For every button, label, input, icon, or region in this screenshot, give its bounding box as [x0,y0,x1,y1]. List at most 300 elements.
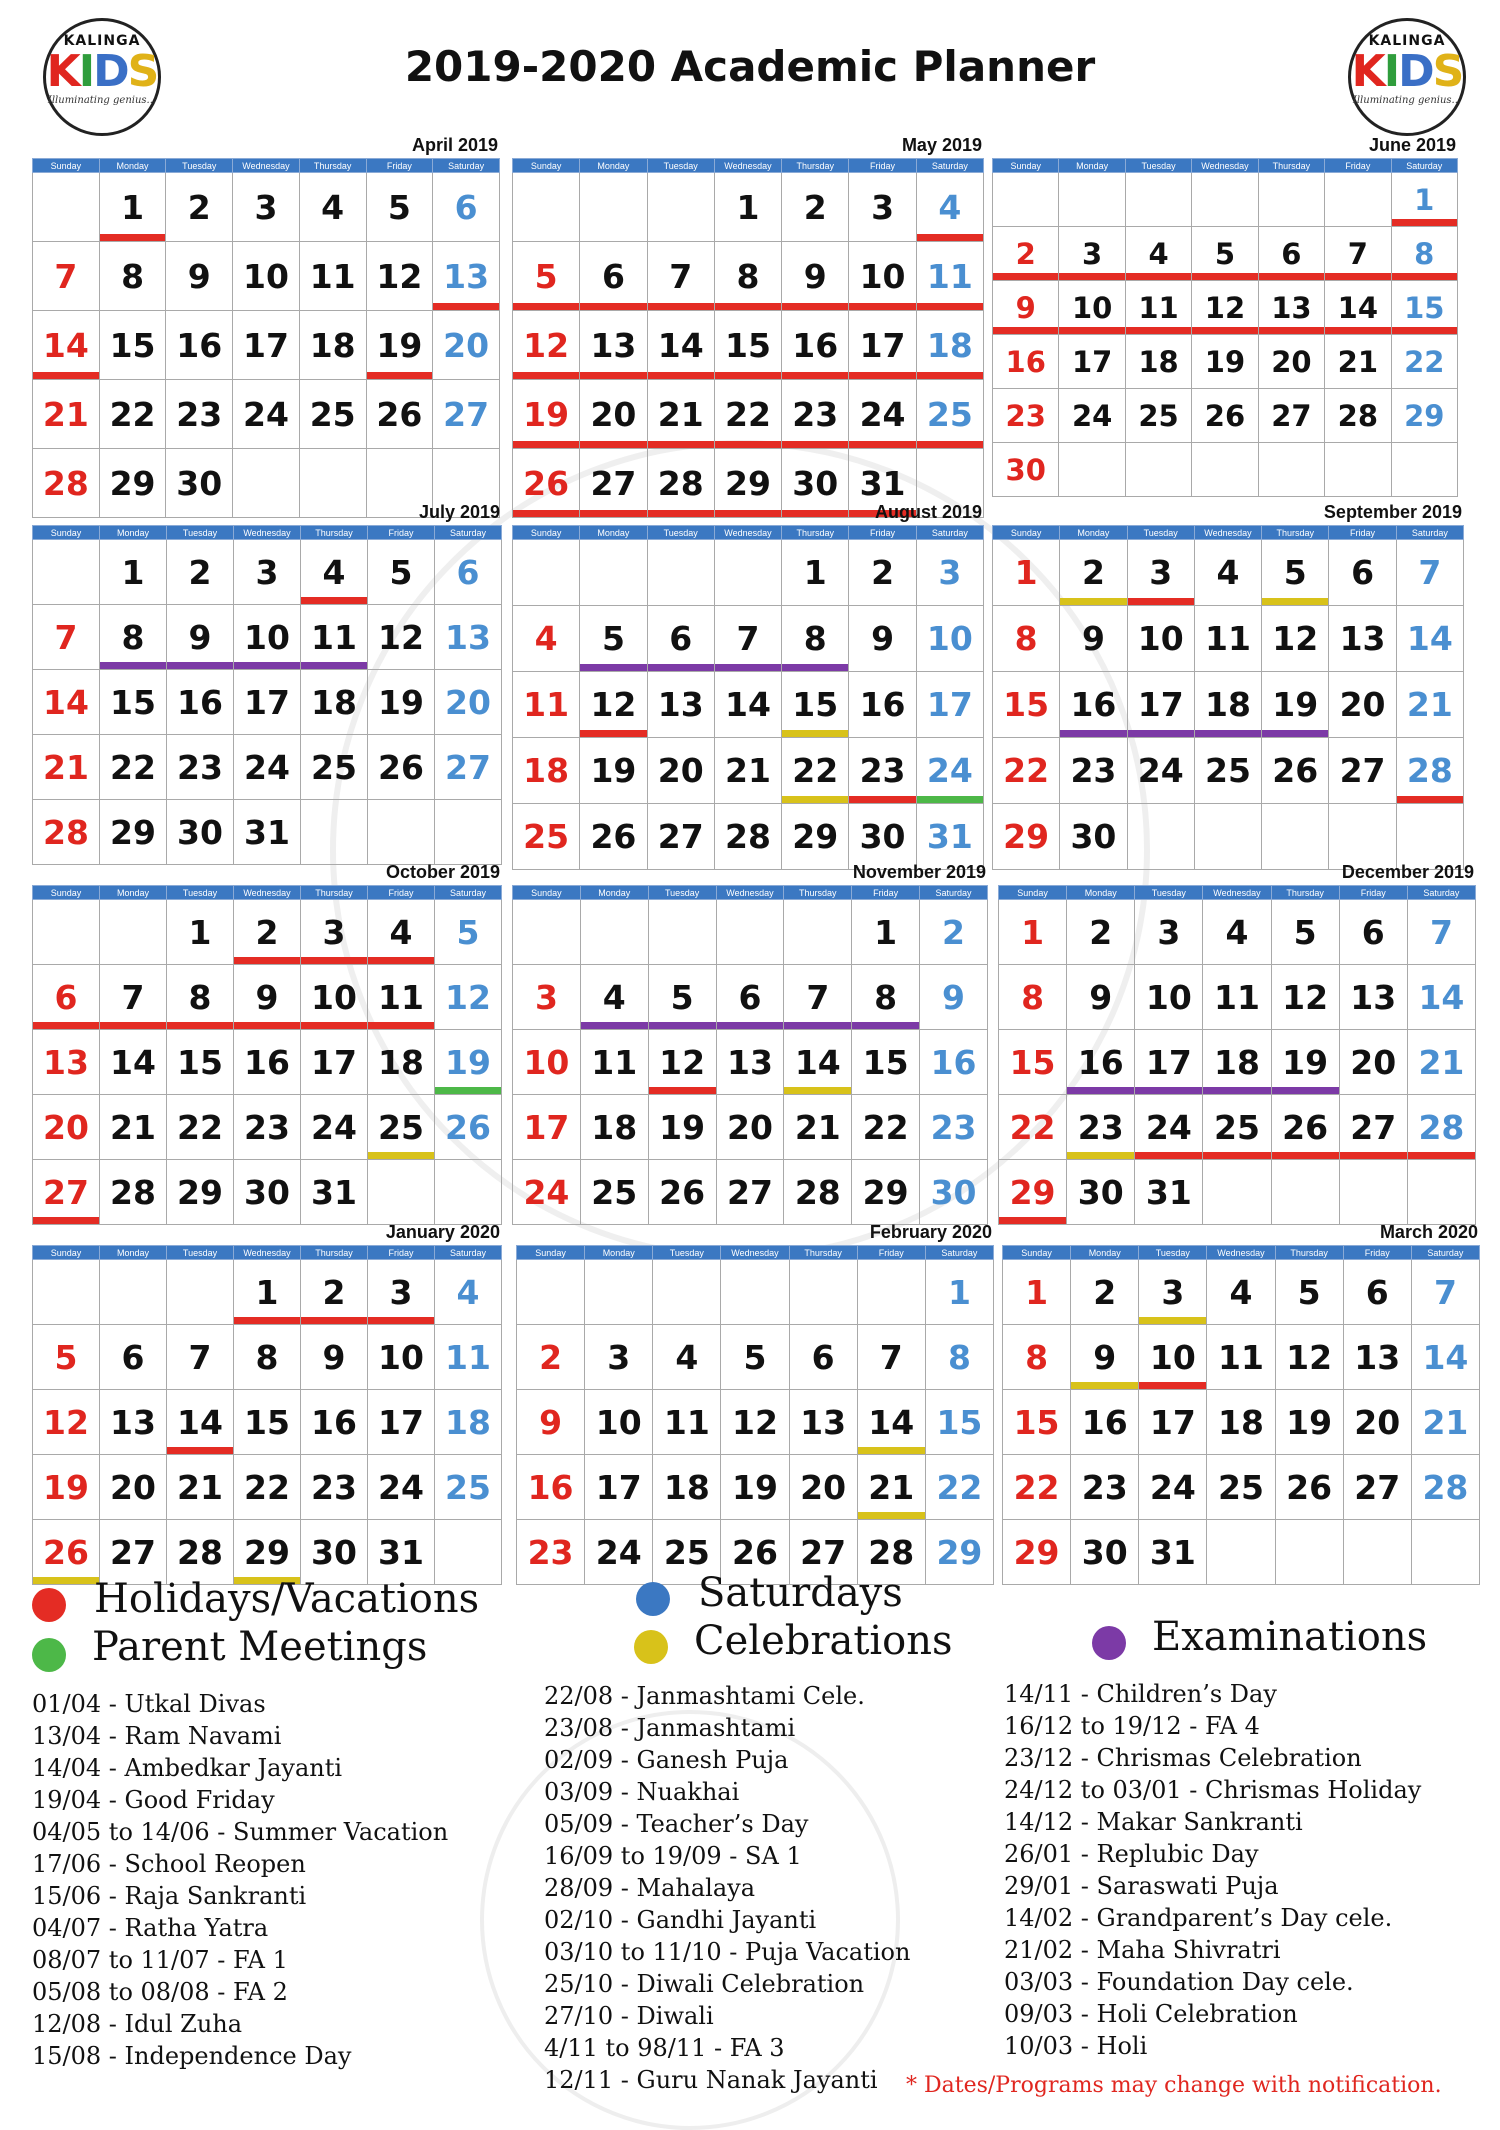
calendar-day[interactable]: 1 [852,900,920,965]
calendar-day[interactable]: 2 [993,227,1059,281]
calendar-day[interactable]: 9 [920,965,988,1030]
calendar-day[interactable]: 29 [925,1520,993,1585]
calendar-day[interactable]: 20 [647,738,714,804]
calendar-day[interactable]: 21 [714,738,781,804]
calendar-day[interactable]: 6 [716,965,784,1030]
calendar-day[interactable]: 7 [1325,227,1391,281]
calendar-day[interactable]: 12 [580,672,647,738]
calendar-day[interactable]: 30 [1067,1160,1135,1225]
calendar-day[interactable]: 22 [167,1095,234,1160]
calendar-day[interactable]: 20 [1329,672,1396,738]
calendar-day[interactable]: 19 [368,670,435,735]
calendar-day[interactable]: 13 [1343,1325,1411,1390]
calendar-day[interactable]: 12 [1275,1325,1343,1390]
calendar-day[interactable]: 25 [1207,1455,1275,1520]
calendar-day[interactable]: 24 [368,1455,435,1520]
calendar-day[interactable]: 3 [1127,540,1194,606]
calendar-day[interactable]: 24 [301,1095,368,1160]
calendar-day[interactable]: 9 [1071,1325,1139,1390]
calendar-day[interactable]: 28 [1411,1455,1479,1520]
calendar-day[interactable]: 20 [580,380,647,449]
calendar-day[interactable]: 3 [1135,900,1203,965]
calendar-day[interactable]: 20 [1343,1390,1411,1455]
calendar-day[interactable]: 18 [1203,1030,1271,1095]
calendar-day[interactable]: 3 [368,1260,435,1325]
calendar-day[interactable]: 22 [1391,335,1457,389]
calendar-day[interactable]: 5 [366,173,433,242]
calendar-day[interactable]: 14 [167,1390,234,1455]
calendar-day[interactable]: 5 [1275,1260,1343,1325]
calendar-day[interactable]: 15 [167,1030,234,1095]
calendar-day[interactable]: 15 [925,1390,993,1455]
calendar-day[interactable]: 30 [234,1160,301,1225]
calendar-day[interactable]: 19 [435,1030,502,1095]
calendar-day[interactable]: 18 [301,670,368,735]
calendar-day[interactable]: 4 [653,1325,721,1390]
calendar-day[interactable]: 27 [716,1160,784,1225]
calendar-day[interactable]: 9 [993,281,1059,335]
calendar-day[interactable]: 28 [1396,738,1463,804]
calendar-day[interactable]: 30 [167,800,234,865]
calendar-day[interactable]: 17 [234,670,301,735]
calendar-day[interactable]: 19 [366,311,433,380]
calendar-day[interactable]: 5 [33,1325,100,1390]
calendar-day[interactable]: 23 [920,1095,988,1160]
calendar-day[interactable]: 9 [234,965,301,1030]
calendar-day[interactable]: 31 [849,449,916,518]
calendar-day[interactable]: 16 [1071,1390,1139,1455]
calendar-day[interactable]: 5 [1271,900,1339,965]
calendar-day[interactable]: 27 [1329,738,1396,804]
calendar-day[interactable]: 12 [648,1030,716,1095]
calendar-day[interactable]: 21 [1407,1030,1475,1095]
calendar-day[interactable]: 4 [513,606,580,672]
calendar-day[interactable]: 11 [299,242,366,311]
calendar-day[interactable]: 23 [301,1455,368,1520]
calendar-day[interactable]: 21 [647,380,714,449]
calendar-day[interactable]: 27 [1258,389,1324,443]
calendar-day[interactable]: 24 [1127,738,1194,804]
calendar-day[interactable]: 19 [648,1095,716,1160]
calendar-day[interactable]: 3 [849,173,916,242]
calendar-day[interactable]: 29 [782,804,849,870]
calendar-day[interactable]: 23 [517,1520,585,1585]
calendar-day[interactable]: 30 [1060,804,1127,870]
calendar-day[interactable]: 13 [433,242,500,311]
calendar-day[interactable]: 16 [301,1390,368,1455]
calendar-day[interactable]: 30 [166,449,233,518]
calendar-day[interactable]: 18 [368,1030,435,1095]
calendar-day[interactable]: 7 [714,606,781,672]
calendar-day[interactable]: 29 [234,1520,301,1585]
calendar-day[interactable]: 12 [33,1390,100,1455]
calendar-day[interactable]: 26 [435,1095,502,1160]
calendar-day[interactable]: 27 [435,735,502,800]
calendar-day[interactable]: 23 [782,380,849,449]
calendar-day[interactable]: 30 [849,804,916,870]
calendar-day[interactable]: 21 [33,380,100,449]
calendar-day[interactable]: 14 [33,311,100,380]
calendar-day[interactable]: 12 [1262,606,1329,672]
calendar-day[interactable]: 7 [857,1325,925,1390]
calendar-day[interactable]: 20 [1339,1030,1407,1095]
calendar-day[interactable]: 1 [234,1260,301,1325]
calendar-day[interactable]: 8 [167,965,234,1030]
calendar-day[interactable]: 6 [1258,227,1324,281]
calendar-day[interactable]: 22 [993,738,1060,804]
calendar-day[interactable]: 18 [580,1095,648,1160]
calendar-day[interactable]: 13 [100,1390,167,1455]
calendar-day[interactable]: 2 [301,1260,368,1325]
calendar-day[interactable]: 19 [1271,1030,1339,1095]
calendar-day[interactable]: 15 [1003,1390,1071,1455]
calendar-day[interactable]: 6 [1329,540,1396,606]
calendar-day[interactable]: 6 [1339,900,1407,965]
calendar-day[interactable]: 14 [100,1030,167,1095]
calendar-day[interactable]: 16 [920,1030,988,1095]
calendar-day[interactable]: 10 [1127,606,1194,672]
calendar-day[interactable]: 18 [513,738,580,804]
calendar-day[interactable]: 4 [580,965,648,1030]
calendar-day[interactable]: 20 [1258,335,1324,389]
calendar-day[interactable]: 1 [99,173,166,242]
calendar-day[interactable]: 10 [585,1390,653,1455]
calendar-day[interactable]: 31 [1135,1160,1203,1225]
calendar-day[interactable]: 9 [166,242,233,311]
calendar-day[interactable]: 23 [234,1095,301,1160]
calendar-day[interactable]: 4 [1125,227,1191,281]
calendar-day[interactable]: 19 [1262,672,1329,738]
calendar-day[interactable]: 15 [1391,281,1457,335]
calendar-day[interactable]: 22 [714,380,781,449]
calendar-day[interactable]: 2 [849,540,916,606]
calendar-day[interactable]: 21 [857,1455,925,1520]
calendar-day[interactable]: 6 [435,540,502,605]
calendar-day[interactable]: 11 [513,672,580,738]
calendar-day[interactable]: 2 [167,540,234,605]
calendar-day[interactable]: 4 [1194,540,1261,606]
calendar-day[interactable]: 29 [999,1160,1067,1225]
calendar-day[interactable]: 18 [1194,672,1261,738]
calendar-day[interactable]: 17 [368,1390,435,1455]
calendar-day[interactable]: 30 [993,443,1059,497]
calendar-day[interactable]: 3 [1059,227,1125,281]
calendar-day[interactable]: 29 [100,800,167,865]
calendar-day[interactable]: 7 [100,965,167,1030]
calendar-day[interactable]: 12 [1192,281,1258,335]
calendar-day[interactable]: 13 [435,605,502,670]
calendar-day[interactable]: 29 [99,449,166,518]
calendar-day[interactable]: 10 [301,965,368,1030]
calendar-day[interactable]: 25 [1203,1095,1271,1160]
calendar-day[interactable]: 1 [1003,1260,1071,1325]
calendar-day[interactable]: 15 [999,1030,1067,1095]
calendar-day[interactable]: 22 [234,1455,301,1520]
calendar-day[interactable]: 7 [1407,900,1475,965]
calendar-day[interactable]: 24 [916,738,983,804]
calendar-day[interactable]: 6 [647,606,714,672]
calendar-day[interactable]: 18 [435,1390,502,1455]
calendar-day[interactable]: 3 [301,900,368,965]
calendar-day[interactable]: 16 [993,335,1059,389]
calendar-day[interactable]: 5 [513,242,580,311]
calendar-day[interactable]: 13 [33,1030,100,1095]
calendar-day[interactable]: 19 [580,738,647,804]
calendar-day[interactable]: 1 [1391,173,1457,227]
calendar-day[interactable]: 4 [916,173,983,242]
calendar-day[interactable]: 8 [234,1325,301,1390]
calendar-day[interactable]: 10 [1059,281,1125,335]
calendar-day[interactable]: 17 [513,1095,581,1160]
calendar-day[interactable]: 2 [234,900,301,965]
calendar-day[interactable]: 3 [513,965,581,1030]
calendar-day[interactable]: 26 [580,804,647,870]
calendar-day[interactable]: 25 [368,1095,435,1160]
calendar-day[interactable]: 30 [301,1520,368,1585]
calendar-day[interactable]: 25 [653,1520,721,1585]
calendar-day[interactable]: 13 [1339,965,1407,1030]
calendar-day[interactable]: 23 [166,380,233,449]
calendar-day[interactable]: 17 [849,311,916,380]
calendar-day[interactable]: 25 [513,804,580,870]
calendar-day[interactable]: 19 [1192,335,1258,389]
calendar-day[interactable]: 14 [714,672,781,738]
calendar-day[interactable]: 11 [580,1030,648,1095]
calendar-day[interactable]: 14 [1407,965,1475,1030]
calendar-day[interactable]: 19 [513,380,580,449]
calendar-day[interactable]: 19 [33,1455,100,1520]
calendar-day[interactable]: 22 [100,735,167,800]
calendar-day[interactable]: 11 [1207,1325,1275,1390]
calendar-day[interactable]: 14 [784,1030,852,1095]
calendar-day[interactable]: 21 [167,1455,234,1520]
calendar-day[interactable]: 23 [1067,1095,1135,1160]
calendar-day[interactable]: 15 [714,311,781,380]
calendar-day[interactable]: 5 [435,900,502,965]
calendar-day[interactable]: 28 [1407,1095,1475,1160]
calendar-day[interactable]: 26 [368,735,435,800]
calendar-day[interactable]: 11 [1194,606,1261,672]
calendar-day[interactable]: 17 [585,1455,653,1520]
calendar-day[interactable]: 11 [916,242,983,311]
calendar-day[interactable]: 23 [1071,1455,1139,1520]
calendar-day[interactable]: 3 [916,540,983,606]
calendar-day[interactable]: 31 [301,1160,368,1225]
calendar-day[interactable]: 23 [1060,738,1127,804]
calendar-day[interactable]: 1 [993,540,1060,606]
calendar-day[interactable]: 31 [234,800,301,865]
calendar-day[interactable]: 16 [1067,1030,1135,1095]
calendar-day[interactable]: 1 [714,173,781,242]
calendar-day[interactable]: 28 [167,1520,234,1585]
calendar-day[interactable]: 18 [916,311,983,380]
calendar-day[interactable]: 10 [1139,1325,1207,1390]
calendar-day[interactable]: 29 [714,449,781,518]
calendar-day[interactable]: 18 [1207,1390,1275,1455]
calendar-day[interactable]: 25 [1125,389,1191,443]
calendar-day[interactable]: 3 [585,1325,653,1390]
calendar-day[interactable]: 25 [301,735,368,800]
calendar-day[interactable]: 11 [653,1390,721,1455]
calendar-day[interactable]: 27 [33,1160,100,1225]
calendar-day[interactable]: 14 [647,311,714,380]
calendar-day[interactable]: 8 [925,1325,993,1390]
calendar-day[interactable]: 20 [716,1095,784,1160]
calendar-day[interactable]: 27 [647,804,714,870]
calendar-day[interactable]: 24 [1139,1455,1207,1520]
calendar-day[interactable]: 1 [925,1260,993,1325]
calendar-day[interactable]: 13 [580,311,647,380]
calendar-day[interactable]: 12 [513,311,580,380]
calendar-day[interactable]: 10 [1135,965,1203,1030]
calendar-day[interactable]: 2 [1060,540,1127,606]
calendar-day[interactable]: 15 [852,1030,920,1095]
calendar-day[interactable]: 27 [100,1520,167,1585]
calendar-day[interactable]: 20 [435,670,502,735]
calendar-day[interactable]: 21 [784,1095,852,1160]
calendar-day[interactable]: 20 [433,311,500,380]
calendar-day[interactable]: 5 [648,965,716,1030]
calendar-day[interactable]: 22 [852,1095,920,1160]
calendar-day[interactable]: 24 [233,380,300,449]
calendar-day[interactable]: 5 [368,540,435,605]
calendar-day[interactable]: 24 [234,735,301,800]
calendar-day[interactable]: 4 [1207,1260,1275,1325]
calendar-day[interactable]: 8 [999,965,1067,1030]
calendar-day[interactable]: 27 [433,380,500,449]
calendar-day[interactable]: 2 [782,173,849,242]
calendar-day[interactable]: 9 [782,242,849,311]
calendar-day[interactable]: 21 [1396,672,1463,738]
calendar-day[interactable]: 14 [1325,281,1391,335]
calendar-day[interactable]: 2 [517,1325,585,1390]
calendar-day[interactable]: 7 [647,242,714,311]
calendar-day[interactable]: 10 [233,242,300,311]
calendar-day[interactable]: 28 [100,1160,167,1225]
calendar-day[interactable]: 9 [849,606,916,672]
calendar-day[interactable]: 25 [580,1160,648,1225]
calendar-day[interactable]: 10 [849,242,916,311]
calendar-day[interactable]: 17 [1127,672,1194,738]
calendar-day[interactable]: 13 [647,672,714,738]
calendar-day[interactable]: 7 [167,1325,234,1390]
calendar-day[interactable]: 21 [100,1095,167,1160]
calendar-day[interactable]: 28 [714,804,781,870]
calendar-day[interactable]: 10 [513,1030,581,1095]
calendar-day[interactable]: 7 [1396,540,1463,606]
calendar-day[interactable]: 27 [1339,1095,1407,1160]
calendar-day[interactable]: 1 [167,900,234,965]
calendar-day[interactable]: 13 [1258,281,1324,335]
calendar-day[interactable]: 21 [33,735,100,800]
calendar-day[interactable]: 6 [1343,1260,1411,1325]
calendar-day[interactable]: 22 [999,1095,1067,1160]
calendar-day[interactable]: 14 [1411,1325,1479,1390]
calendar-day[interactable]: 9 [517,1390,585,1455]
calendar-day[interactable]: 26 [33,1520,100,1585]
calendar-day[interactable]: 26 [513,449,580,518]
calendar-day[interactable]: 29 [167,1160,234,1225]
calendar-day[interactable]: 20 [33,1095,100,1160]
calendar-day[interactable]: 10 [916,606,983,672]
calendar-day[interactable]: 30 [782,449,849,518]
calendar-day[interactable]: 18 [299,311,366,380]
calendar-day[interactable]: 28 [784,1160,852,1225]
calendar-day[interactable]: 4 [368,900,435,965]
calendar-day[interactable]: 12 [368,605,435,670]
calendar-day[interactable]: 24 [1059,389,1125,443]
calendar-day[interactable]: 8 [100,605,167,670]
calendar-day[interactable]: 15 [100,670,167,735]
calendar-day[interactable]: 29 [1391,389,1457,443]
calendar-day[interactable]: 11 [368,965,435,1030]
calendar-day[interactable]: 4 [1203,900,1271,965]
calendar-day[interactable]: 28 [33,449,100,518]
calendar-day[interactable]: 5 [1192,227,1258,281]
calendar-day[interactable]: 24 [1135,1095,1203,1160]
calendar-day[interactable]: 24 [513,1160,581,1225]
calendar-day[interactable]: 9 [1067,965,1135,1030]
calendar-day[interactable]: 28 [33,800,100,865]
calendar-day[interactable]: 30 [1071,1520,1139,1585]
calendar-day[interactable]: 16 [517,1455,585,1520]
calendar-day[interactable]: 23 [993,389,1059,443]
calendar-day[interactable]: 26 [1192,389,1258,443]
calendar-day[interactable]: 13 [716,1030,784,1095]
calendar-day[interactable]: 17 [301,1030,368,1095]
calendar-day[interactable]: 26 [721,1520,789,1585]
calendar-day[interactable]: 8 [993,606,1060,672]
calendar-day[interactable]: 13 [789,1390,857,1455]
calendar-day[interactable]: 14 [857,1390,925,1455]
calendar-day[interactable]: 17 [1135,1030,1203,1095]
calendar-day[interactable]: 10 [234,605,301,670]
calendar-day[interactable]: 11 [435,1325,502,1390]
calendar-day[interactable]: 16 [167,670,234,735]
calendar-day[interactable]: 9 [167,605,234,670]
calendar-day[interactable]: 4 [301,540,368,605]
calendar-day[interactable]: 21 [1411,1390,1479,1455]
calendar-day[interactable]: 31 [368,1520,435,1585]
calendar-day[interactable]: 16 [849,672,916,738]
calendar-day[interactable]: 26 [648,1160,716,1225]
calendar-day[interactable]: 12 [366,242,433,311]
calendar-day[interactable]: 3 [233,173,300,242]
calendar-day[interactable]: 1 [782,540,849,606]
calendar-day[interactable]: 6 [433,173,500,242]
calendar-day[interactable]: 14 [1396,606,1463,672]
calendar-day[interactable]: 5 [1262,540,1329,606]
calendar-day[interactable]: 7 [33,605,100,670]
calendar-day[interactable]: 20 [789,1455,857,1520]
calendar-day[interactable]: 12 [435,965,502,1030]
calendar-day[interactable]: 15 [99,311,166,380]
calendar-day[interactable]: 12 [1271,965,1339,1030]
calendar-day[interactable]: 3 [234,540,301,605]
calendar-day[interactable]: 15 [234,1390,301,1455]
calendar-day[interactable]: 5 [721,1325,789,1390]
calendar-day[interactable]: 14 [33,670,100,735]
calendar-day[interactable]: 6 [33,965,100,1030]
calendar-day[interactable]: 8 [852,965,920,1030]
calendar-day[interactable]: 2 [1071,1260,1139,1325]
calendar-day[interactable]: 21 [1325,335,1391,389]
calendar-day[interactable]: 25 [1194,738,1261,804]
calendar-day[interactable]: 17 [233,311,300,380]
calendar-day[interactable]: 9 [1060,606,1127,672]
calendar-day[interactable]: 4 [299,173,366,242]
calendar-day[interactable]: 29 [1003,1520,1071,1585]
